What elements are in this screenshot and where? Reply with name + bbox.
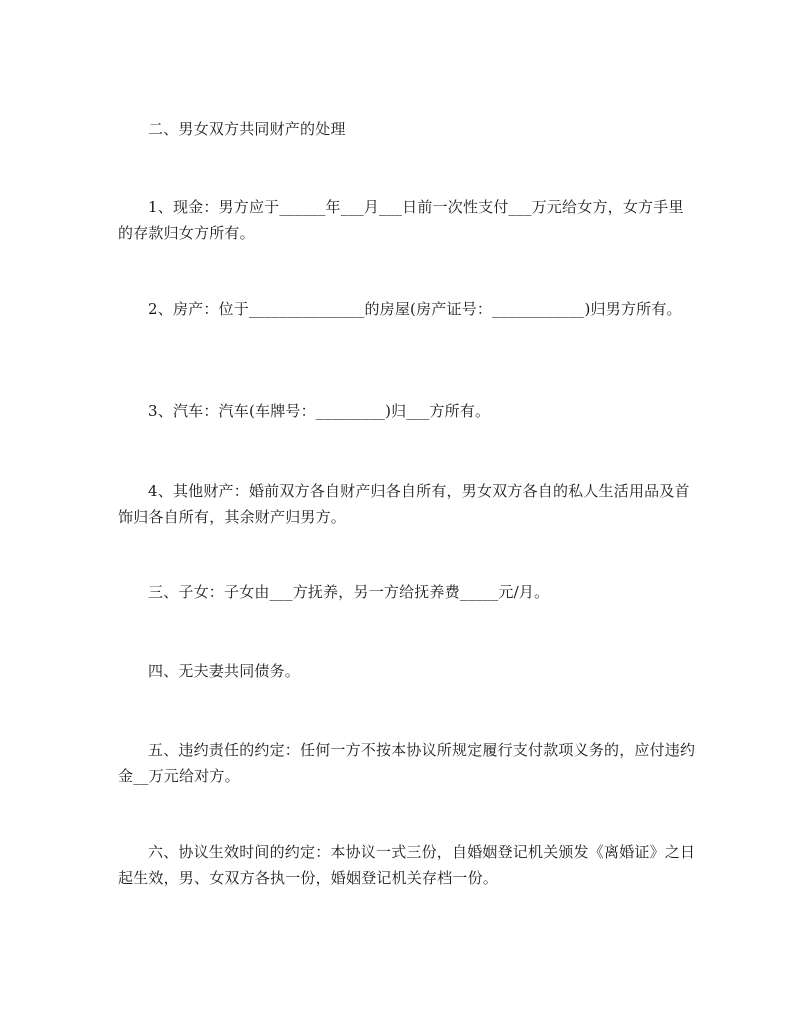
clause-cash: 1、现金：男方应于______年___月___日前一次性支付___万元给女方，女方手里的存款归女方所有。 (118, 198, 684, 242)
section-heading-effective-date: 六、协议生效时间的约定：本协议一式三份，自婚姻登记机关颁发《离婚证》之日起生效，男、女双方各执一份，婚姻登记机关存档一份。 (118, 843, 696, 887)
clause-real-estate: 2、房产：位于_______________的房屋(房产证号：____________)归男方所有。 (148, 300, 682, 318)
section-heading-joint-property: 二、男女双方共同财产的处理 (148, 120, 346, 138)
clause-vehicle: 3、汽车：汽车(车牌号：_________)归___方所有。 (148, 402, 491, 420)
clause-other-property: 4、其他财产：婚前双方各自财产归各自所有，男女双方各自的私人生活用品及首饰归各自所有，其余财产归男方。 (118, 482, 690, 526)
section-heading-no-joint-debt: 四、无夫妻共同债务。 (148, 662, 301, 680)
section-heading-breach: 五、违约责任的约定：任何一方不按本协议所规定履行支付款项义务的，应付违约金__万元给对方。 (118, 741, 696, 785)
section-heading-children: 三、子女：子女由___方抚养，另一方给抚养费_____元/月。 (148, 583, 550, 601)
